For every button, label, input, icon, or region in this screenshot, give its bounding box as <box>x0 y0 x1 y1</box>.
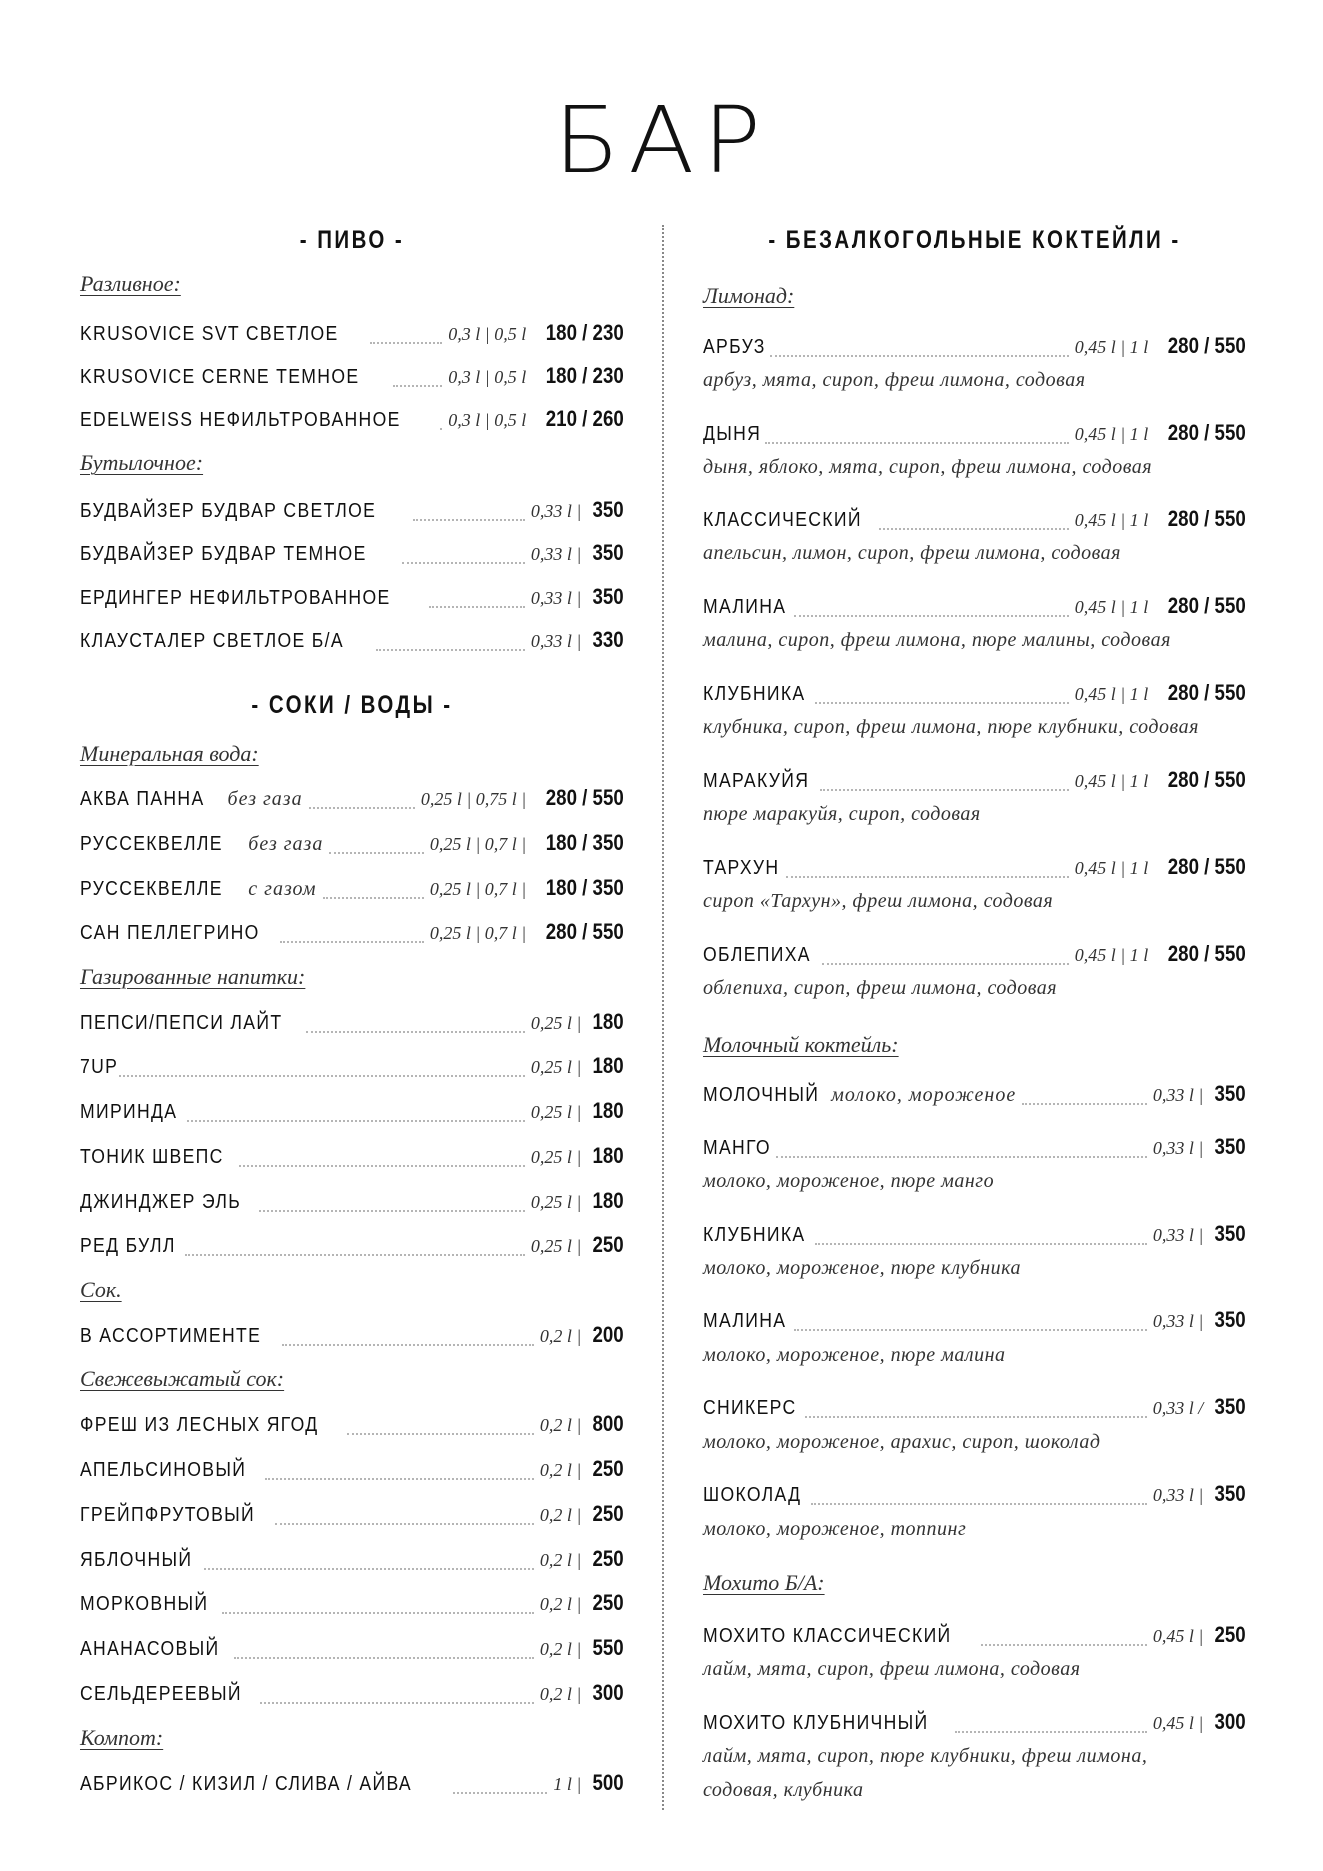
item-volume: 0,45 l | 1 l <box>1074 945 1149 965</box>
menu-item <box>703 1394 1246 1424</box>
item-description: облепиха, сироп, фреш лимона, содовая <box>703 977 1058 999</box>
menu-item <box>80 1322 624 1352</box>
item-volume: 0,45 l | 1 l <box>1074 510 1149 530</box>
item-description-cont: содовая, клубника <box>703 1779 864 1801</box>
item-volume: 0,25 l | <box>530 1236 582 1256</box>
item-name: МАНГО <box>703 1137 771 1159</box>
item-name: 7UP <box>80 1056 119 1078</box>
subsection-fresh: Свежевыжатый сок: <box>80 1366 285 1391</box>
item-description: лайм, мята, сироп, фреш лимона, содовая <box>703 1658 1081 1680</box>
menu-item <box>80 919 624 949</box>
item-name: МАЛИНА <box>703 1310 787 1332</box>
item-price: 550 <box>592 1635 624 1660</box>
subsection-compote: Компот: <box>80 1725 164 1750</box>
menu-item <box>80 1635 624 1665</box>
item-name: РЕД БУЛЛ <box>80 1235 176 1257</box>
dot-leader <box>234 1657 533 1659</box>
item-price: 280 / 550 <box>1168 420 1246 445</box>
item-volume: 0,2 l | <box>539 1550 582 1570</box>
item-price: 250 <box>1214 1622 1246 1647</box>
menu-item <box>703 420 1246 450</box>
item-volume: 0,33 l | <box>530 588 582 608</box>
item-note: без газа <box>227 788 303 810</box>
item-note: без газа <box>248 833 324 855</box>
dot-leader <box>185 1254 525 1256</box>
menu-item <box>80 785 624 815</box>
dot-leader <box>402 562 525 564</box>
item-price: 280 / 550 <box>1168 593 1246 618</box>
item-price: 180 <box>592 1143 624 1168</box>
item-volume: 0,25 l | <box>530 1192 582 1212</box>
item-volume: 0,33 l | <box>1152 1138 1204 1158</box>
item-description: пюре маракуйя, сироп, содовая <box>703 803 981 825</box>
item-name: KRUSOVICE SVT СВЕТЛОЕ <box>80 323 339 345</box>
item-price: 300 <box>592 1680 624 1705</box>
item-volume: 0,2 l | <box>539 1684 582 1704</box>
item-price: 200 <box>592 1322 624 1347</box>
menu-item <box>703 854 1246 884</box>
item-volume: 0,33 l | <box>530 544 582 564</box>
item-volume: 0,33 l | <box>530 631 582 651</box>
item-volume: 0,2 l | <box>539 1639 582 1659</box>
menu-item <box>703 1221 1246 1251</box>
item-description: лайм, мята, сироп, пюре клубники, фреш лимона, <box>703 1745 1148 1767</box>
item-volume: 0,2 l | <box>539 1326 582 1346</box>
menu-item <box>80 627 624 657</box>
menu-item <box>80 1680 624 1710</box>
item-price: 180 / 230 <box>546 363 624 388</box>
item-price: 250 <box>592 1590 624 1615</box>
item-note: с газом <box>248 878 317 900</box>
item-volume: 0,25 l | 0,7 l | <box>429 879 527 899</box>
item-volume: 0,33 l | <box>1152 1085 1204 1105</box>
item-price: 280 / 550 <box>546 919 624 944</box>
menu-item <box>703 1134 1246 1164</box>
item-price: 250 <box>592 1456 624 1481</box>
menu-item <box>703 1307 1246 1337</box>
item-volume: 1 l | <box>553 1774 582 1794</box>
menu-item <box>703 1622 1246 1652</box>
item-volume: 0,3 l | 0,5 l <box>448 324 527 344</box>
item-name: В АССОРТИМЕНТЕ <box>80 1325 262 1347</box>
item-price: 350 <box>1214 1307 1246 1332</box>
item-price: 280 / 550 <box>1168 767 1246 792</box>
subsection-juice: Сок. <box>80 1277 122 1302</box>
menu-item <box>80 497 624 527</box>
item-volume: 0,25 l | <box>530 1147 582 1167</box>
menu-item <box>80 1098 624 1128</box>
item-volume: 0,45 l | <box>1152 1713 1204 1733</box>
item-price: 280 / 550 <box>1168 680 1246 705</box>
dot-leader <box>815 1243 1146 1245</box>
dot-leader <box>440 428 442 430</box>
item-volume: 0,2 l | <box>539 1415 582 1435</box>
subsection-milkshake: Молочный коктейль: <box>703 1032 899 1057</box>
menu-item <box>80 406 624 436</box>
item-price: 280 / 550 <box>1168 854 1246 879</box>
menu-item <box>703 680 1246 710</box>
dot-leader <box>393 385 442 387</box>
dot-leader <box>187 1120 525 1122</box>
item-price: 180 / 350 <box>546 830 624 855</box>
menu-item <box>80 875 624 905</box>
menu-item <box>703 506 1246 536</box>
item-volume: 0,2 l | <box>539 1460 582 1480</box>
menu-item <box>703 1709 1246 1739</box>
item-price: 280 / 550 <box>1168 941 1246 966</box>
column-divider <box>662 225 664 1810</box>
item-name: АРБУЗ <box>703 336 766 358</box>
item-description: апельсин, лимон, сироп, фреш лимона, содовая <box>703 542 1121 564</box>
item-description: клубника, сироп, фреш лимона, пюре клубники, содовая <box>703 716 1199 738</box>
dot-leader <box>323 897 424 899</box>
dot-leader <box>309 807 415 809</box>
dot-leader <box>347 1433 534 1435</box>
item-price: 210 / 260 <box>546 406 624 431</box>
item-name: МОРКОВНЫЙ <box>80 1593 209 1615</box>
item-description: дыня, яблоко, мята, сироп, фреш лимона, содовая <box>703 456 1153 478</box>
item-price: 280 / 550 <box>546 785 624 810</box>
subsection-soda: Газированные напитки: <box>80 964 306 989</box>
menu-item <box>80 1053 624 1083</box>
item-name: ГРЕЙПФРУТОВЫЙ <box>80 1504 256 1526</box>
item-volume: 0,33 l | <box>1152 1311 1204 1331</box>
menu-item <box>703 1481 1246 1511</box>
dot-leader <box>955 1731 1147 1733</box>
item-description: малина, сироп, фреш лимона, пюре малины, содовая <box>703 629 1171 651</box>
section-heading-juices: - СОКИ / ВОДЫ - <box>251 691 453 719</box>
item-name: БУДВАЙЗЕР БУДВАР ТЕМНОЕ <box>80 543 367 565</box>
dot-leader <box>119 1075 524 1077</box>
item-volume: 0,2 l | <box>539 1505 582 1525</box>
menu-item <box>703 593 1246 623</box>
item-name: СЕЛЬДЕРЕЕВЫЙ <box>80 1683 242 1705</box>
item-price: 350 <box>592 497 624 522</box>
section-heading-beer: - ПИВО - <box>299 226 405 254</box>
item-price: 180 / 230 <box>546 320 624 345</box>
item-volume: 0,33 l | <box>1152 1485 1204 1505</box>
menu-item <box>703 333 1246 363</box>
item-price: 250 <box>592 1232 624 1257</box>
item-name: СНИКЕРС <box>703 1397 797 1419</box>
item-volume: 0,25 l | 0,75 l | <box>420 789 527 809</box>
dot-leader <box>820 789 1069 791</box>
item-name: КЛУБНИКА <box>703 683 806 705</box>
item-description: молоко, мороженое, пюре клубника <box>703 1257 1022 1279</box>
item-volume: 0,45 l | 1 l <box>1074 684 1149 704</box>
item-name: МОХИТО КЛАССИЧЕСКИЙ <box>703 1625 952 1647</box>
item-price: 350 <box>1214 1134 1246 1159</box>
item-note: молоко, мороженое <box>831 1084 1017 1106</box>
item-price: 350 <box>592 584 624 609</box>
subsection-mineral: Минеральная вода: <box>80 741 259 766</box>
dot-leader <box>306 1031 525 1033</box>
dot-leader <box>786 876 1069 878</box>
subsection-bottled: Бутылочное: <box>80 450 204 475</box>
item-price: 180 <box>592 1098 624 1123</box>
dot-leader <box>794 615 1069 617</box>
menu-item <box>80 1143 624 1173</box>
item-name: ТАРХУН <box>703 857 780 879</box>
item-name: МАЛИНА <box>703 596 787 618</box>
item-name: МОЛОЧНЫЙ <box>703 1084 820 1106</box>
item-volume: 0,25 l | <box>530 1013 582 1033</box>
item-name: ФРЕШ ИЗ ЛЕСНЫХ ЯГОД <box>80 1414 319 1436</box>
item-volume: 0,45 l | 1 l <box>1074 597 1149 617</box>
menu-item <box>80 1188 624 1218</box>
dot-leader <box>204 1568 534 1570</box>
item-price: 250 <box>592 1501 624 1526</box>
dot-leader <box>329 852 423 854</box>
item-volume: 0,45 l | 1 l <box>1074 424 1149 444</box>
menu-item <box>80 1546 624 1576</box>
section-heading-cocktails: - БЕЗАЛКОГОЛЬНЫЕ КОКТЕЙЛИ - <box>768 226 1181 254</box>
dot-leader <box>765 442 1069 444</box>
item-name: ЕРДИНГЕР НЕФИЛЬТРОВАННОЕ <box>80 587 391 609</box>
item-name: КЛАУСТАЛЕР СВЕТЛОЕ Б/А <box>80 630 344 652</box>
item-price: 350 <box>1214 1221 1246 1246</box>
item-name: АКВА ПАННА <box>80 788 205 810</box>
item-name: МАРАКУЙЯ <box>703 770 810 792</box>
item-name: ПЕПСИ/ПЕПСИ ЛАЙТ <box>80 1012 283 1034</box>
dot-leader <box>453 1792 547 1794</box>
dot-leader <box>413 519 525 521</box>
item-price: 350 <box>1214 1081 1246 1106</box>
item-price: 180 / 350 <box>546 875 624 900</box>
item-description: молоко, мороженое, пюре манго <box>703 1170 995 1192</box>
subsection-draft: Разливное: <box>80 271 181 296</box>
item-description: сироп «Тархун», фреш лимона, содовая <box>703 890 1054 912</box>
menu-item <box>80 320 624 350</box>
item-name: РУССЕКВЕЛЛЕ <box>80 878 223 900</box>
dot-leader <box>259 1210 525 1212</box>
dot-leader <box>265 1478 534 1480</box>
item-name: АПЕЛЬСИНОВЫЙ <box>80 1459 247 1481</box>
item-volume: 0,33 l | <box>1152 1225 1204 1245</box>
item-name: KRUSOVICE CERNE ТЕМНОЕ <box>80 366 360 388</box>
item-name: ШОКОЛАД <box>703 1484 802 1506</box>
item-name: КЛУБНИКА <box>703 1224 806 1246</box>
menu-item <box>80 1009 624 1039</box>
dot-leader <box>222 1612 534 1614</box>
item-description: молоко, мороженое, арахис, сироп, шоколад <box>703 1431 1101 1453</box>
item-price: 250 <box>592 1546 624 1571</box>
menu-item <box>80 1232 624 1262</box>
dot-leader <box>794 1329 1147 1331</box>
item-name: САН ПЕЛЛЕГРИНО <box>80 922 260 944</box>
item-price: 300 <box>1214 1709 1246 1734</box>
item-volume: 0,45 l | 1 l <box>1074 771 1149 791</box>
item-name: ДЫНЯ <box>703 423 762 445</box>
dot-leader <box>260 1702 534 1704</box>
item-name: EDELWEISS НЕФИЛЬТРОВАННОЕ <box>80 409 401 431</box>
menu-item <box>80 830 624 860</box>
menu-item <box>80 1411 624 1441</box>
item-volume: 0,33 l / <box>1152 1398 1204 1418</box>
item-volume: 0,45 l | 1 l <box>1074 337 1149 357</box>
dot-leader <box>811 1503 1147 1505</box>
dot-leader <box>282 1344 534 1346</box>
item-price: 800 <box>592 1411 624 1436</box>
item-price: 500 <box>592 1770 624 1795</box>
item-name: ТОНИК ШВЕПС <box>80 1146 224 1168</box>
item-name: МОХИТО КЛУБНИЧНЫЙ <box>703 1712 929 1734</box>
item-price: 180 <box>592 1053 624 1078</box>
item-name: ДЖИНДЖЕР ЭЛЬ <box>80 1191 242 1213</box>
item-volume: 0,25 l | <box>530 1057 582 1077</box>
item-price: 350 <box>592 540 624 565</box>
dot-leader <box>981 1644 1146 1646</box>
item-volume: 0,25 l | 0,7 l | <box>429 834 527 854</box>
menu-item <box>80 1501 624 1531</box>
item-volume: 0,45 l | <box>1152 1626 1204 1646</box>
menu-item <box>80 1770 624 1800</box>
dot-leader <box>280 941 424 943</box>
dot-leader <box>275 1523 534 1525</box>
dot-leader <box>815 702 1068 704</box>
menu-item <box>80 1456 624 1486</box>
menu-item <box>80 540 624 570</box>
dot-leader <box>879 528 1068 530</box>
item-volume: 0,25 l | <box>530 1102 582 1122</box>
dot-leader <box>429 606 525 608</box>
dot-leader <box>376 649 525 651</box>
menu-item <box>703 767 1246 797</box>
page-title: БАР <box>553 87 770 194</box>
item-price: 280 / 550 <box>1168 506 1246 531</box>
menu-item <box>80 1590 624 1620</box>
item-description: арбуз, мята, сироп, фреш лимона, содовая <box>703 369 1086 391</box>
menu-item <box>703 941 1246 971</box>
item-name: АНАНАСОВЫЙ <box>80 1638 220 1660</box>
subsection-mojito: Мохито Б/А: <box>703 1570 825 1595</box>
dot-leader <box>776 1156 1147 1158</box>
dot-leader <box>822 963 1069 965</box>
item-description: молоко, мороженое, пюре малина <box>703 1344 1006 1366</box>
item-price: 280 / 550 <box>1168 333 1246 358</box>
item-price: 350 <box>1214 1481 1246 1506</box>
dot-leader <box>370 342 442 344</box>
dot-leader <box>1022 1103 1147 1105</box>
item-volume: 0,3 l | 0,5 l <box>448 410 527 430</box>
item-volume: 0,33 l | <box>530 501 582 521</box>
item-volume: 0,45 l | 1 l <box>1074 858 1149 878</box>
menu-item <box>80 363 624 393</box>
item-volume: 0,2 l | <box>539 1594 582 1614</box>
item-volume: 0,25 l | 0,7 l | <box>429 923 527 943</box>
item-name: БУДВАЙЗЕР БУДВАР СВЕТЛОЕ <box>80 500 377 522</box>
item-name: ОБЛЕПИХА <box>703 944 811 966</box>
item-name: МИРИНДА <box>80 1101 178 1123</box>
item-name: РУССЕКВЕЛЛЕ <box>80 833 223 855</box>
subsection-lemonade: Лимонад: <box>703 283 795 308</box>
item-volume: 0,3 l | 0,5 l <box>448 367 527 387</box>
item-price: 180 <box>592 1188 624 1213</box>
item-name: ЯБЛОЧНЫЙ <box>80 1549 193 1571</box>
menu-item <box>703 1081 1246 1111</box>
item-price: 330 <box>592 627 624 652</box>
dot-leader <box>805 1416 1146 1418</box>
item-name: КЛАССИЧЕСКИЙ <box>703 509 862 531</box>
dot-leader <box>239 1165 525 1167</box>
menu-item <box>80 584 624 614</box>
dot-leader <box>770 355 1069 357</box>
item-description: молоко, мороженое, топпинг <box>703 1518 967 1540</box>
item-price: 350 <box>1214 1394 1246 1419</box>
item-name: АБРИКОС / КИЗИЛ / СЛИВА / АЙВА <box>80 1773 412 1795</box>
item-price: 180 <box>592 1009 624 1034</box>
